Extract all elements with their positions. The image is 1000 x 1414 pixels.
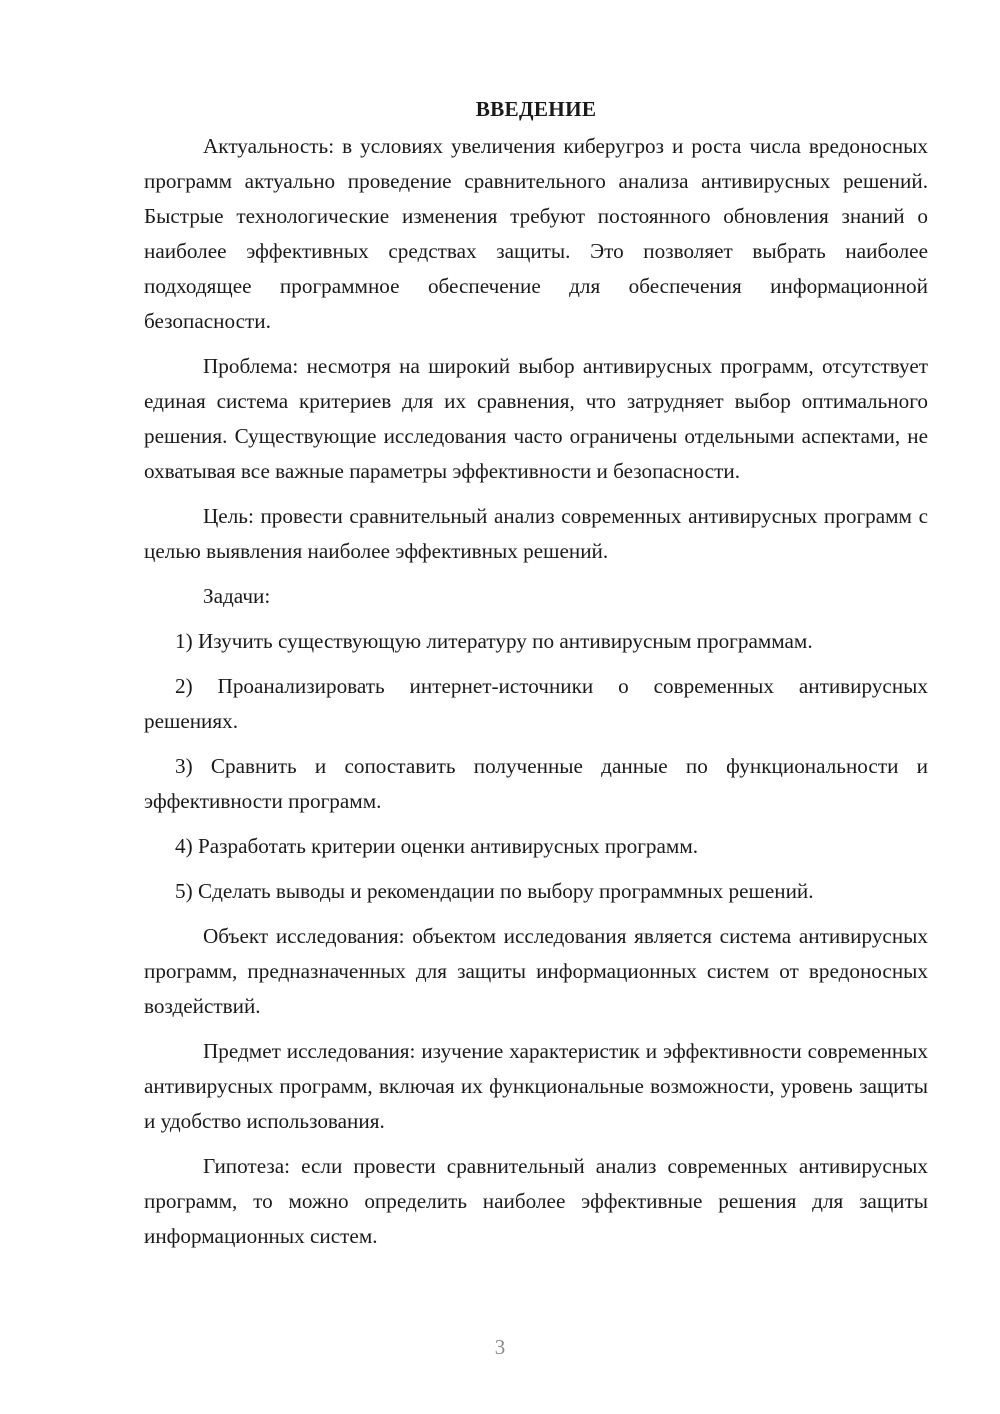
page-number: 3 [494, 1335, 506, 1359]
paragraph-goal: Цель: провести сравнительный анализ современных антивирусных программ с целью выявления наиболее эффективных решений. [144, 504, 928, 563]
task-item: 3) Сравнить и сопоставить полученные данные по функциональности и эффективности программ. [144, 754, 928, 813]
task-item: 5) Сделать выводы и рекомендации по выбору программных решений. [175, 879, 814, 903]
task-item: 1) Изучить существующую литературу по антивирусным программам. [175, 629, 813, 653]
paragraph-problem: Проблема: несмотря на широкий выбор антивирусных программ, отсутствует единая система критериев для их сравнения, что затрудняет выбор оптимального решения. Существующие исследования часто ограничены отдельными аспектами, не охватывая все важные параметры эффективности и безопасности. [144, 354, 928, 483]
task-item: 2) Проанализировать интернет-источники о современных антивирусных решениях. [144, 674, 928, 733]
paragraph-object: Объект исследования: объектом исследования является система антивирусных программ, предназначенных для защиты информационных систем от вредоносных воздействий. [144, 924, 928, 1018]
paragraph-hypothesis: Гипотеза: если провести сравнительный анализ современных антивирусных программ, то можно определить наиболее эффективные решения для защиты информационных систем. [144, 1154, 928, 1248]
task-item: 4) Разработать критерии оценки антивирусных программ. [175, 834, 699, 858]
section-heading: ВВЕДЕНИЕ [475, 97, 597, 121]
paragraph-subject: Предмет исследования: изучение характеристик и эффективности современных антивирусных программ, включая их функциональные возможности, уровень защиты и удобство использования. [144, 1039, 928, 1133]
page-content [144, 92, 928, 1264]
paragraph-relevance: Актуальность: в условиях увеличения киберугроз и роста числа вредоносных программ актуально проведение сравнительного анализа антивирусных решений. Быстрые технологические изменения требуют постоянного обновления знаний о наиболее эффективных средствах защиты. Это позволяет выбрать наиболее подходящее программное обеспечение для обеспечения информационной безопасности. [144, 134, 928, 333]
tasks-label: Задачи: [203, 584, 271, 608]
